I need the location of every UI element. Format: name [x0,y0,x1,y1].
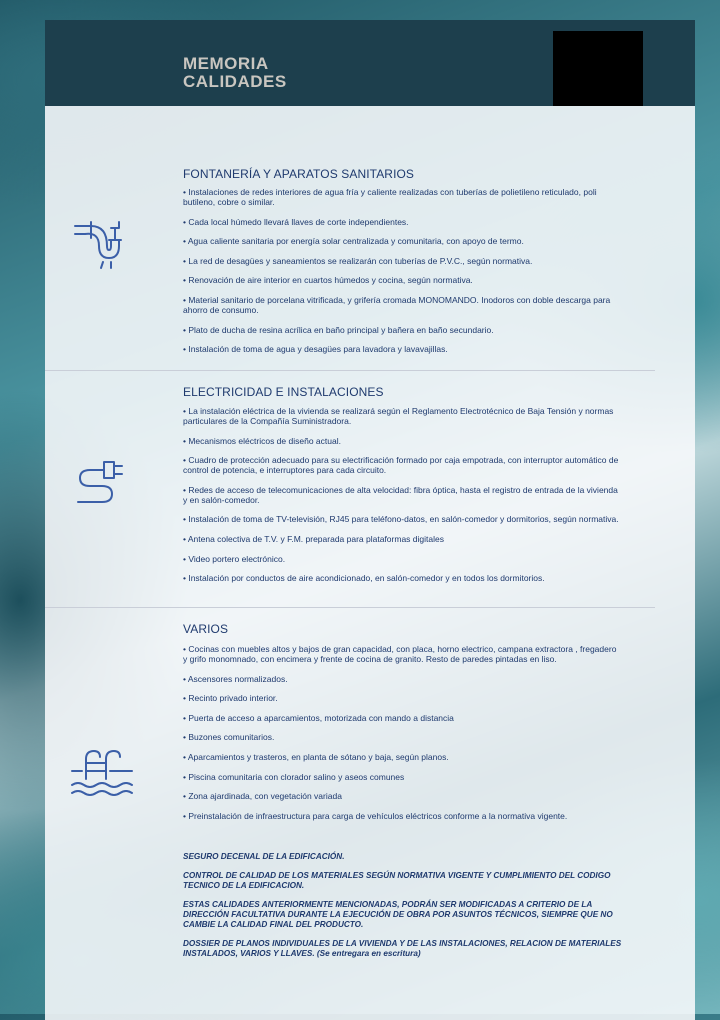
swimming-pool-icon [70,745,136,801]
section-divider [45,607,655,608]
list-item: • Cada local húmedo llevará llaves de corte independientes. [183,217,623,227]
list-item: • Zona ajardinada, con vegetación variada [183,791,623,801]
list-item: • Antena colectiva de T.V. y F.M. preparada para plataformas digitales [183,534,623,544]
logo-placeholder [553,31,643,106]
list-item: • Preinstalación de infraestructura para carga de vehículos eléctricos conforme a la normativa vigente. [183,811,623,821]
list-item: • Mecanismos eléctricos de diseño actual. [183,436,623,446]
list-item: • Redes de acceso de telecomunicaciones de alta velocidad: fibra óptica, hasta el registro de entrada de la vivienda y en salón-comedor. [183,485,623,505]
list-item: • Instalación de toma de TV-televisión, RJ45 para teléfono-datos, en salón-comedor y dormitorios, según normativa. [183,514,623,524]
section-list-fontaneria [183,187,623,364]
section-title-fontaneria: FONTANERÍA Y APARATOS SANITARIOS [183,167,415,181]
list-item: • Renovación de aire interior en cuartos húmedos y cocina, según normativa. [183,275,623,285]
section-list-varios [183,644,623,830]
section-title-electricidad: ELECTRICIDAD E INSTALACIONES [183,385,384,399]
electric-plug-icon [76,456,124,506]
page-title: MEMORIA CALIDADES [183,54,287,91]
list-item: • Instalación de toma de agua y desagües para lavadora y lavavajillas. [183,344,623,354]
section-list-electricidad [183,406,623,593]
note-control-calidad: CONTROL DE CALIDAD DE LOS MATERIALES SEGÚN NORMATIVA VIGENTE Y CUMPLIMIENTO DEL CODIGO TECNICO DE LA EDIFICACION. [183,871,611,890]
footer-notes [183,852,623,968]
list-item: • Material sanitario de porcelana vitrificada, y grifería cromada MONOMANDO. Inodoros con doble descarga para ahorro de consumo. [183,295,623,315]
list-item: • Cuadro de protección adecuado para su electrificación formado por caja empotrada, con interruptor automático de control de potencia, e interruptores para cada circuito. [183,455,623,475]
list-item: • Puerta de acceso a aparcamientos, motorizada con mando a distancia [183,713,623,723]
list-item: • Buzones comunitarios. [183,732,623,742]
list-item: • Recinto privado interior. [183,693,623,703]
note-modificaciones: ESTAS CALIDADES ANTERIORMENTE MENCIONADAS, PODRÁN SER MODIFICADAS A CRITERIO DE LA DIRECCIÓN FACULTATIVA DURANTE LA EJECUCIÓN DE OBRA POR ASUNTOS TÉCNICOS, SIEMPRE QUE NO CAMBIE LA CALIDAD FINAL DEL PRODUCTO. [183,900,613,929]
section-title-varios: VARIOS [183,622,229,636]
list-item: • Cocinas con muebles altos y bajos de gran capacidad, con placa, horno electrico, campana extractora , fregadero y grifo monomnado, con encimera y frente de cocina de granito. Resto de paredes pintadas en liso. [183,644,623,664]
list-item: • Agua caliente sanitaria por energía solar centralizada y comunitaria, con apoyo de termo. [183,236,623,246]
plumbing-pipe-icon [73,218,125,270]
list-item: • Ascensores normalizados. [183,674,623,684]
list-item: • La red de desagües y saneamientos se realizarán con tuberías de P.V.C., según normativa. [183,256,623,266]
section-divider [45,370,655,371]
note-seguro: SEGURO DECENAL DE LA EDIFICACIÓN. [183,852,345,861]
list-item: • Instalaciones de redes interiores de agua fría y caliente realizadas con tuberías de polietileno reticulado, poli butileno, cobre o similar. [183,187,623,207]
list-item: • Aparcamientos y trasteros, en planta de sótano y baja, según planos. [183,752,623,762]
list-item: • Instalación por conductos de aire acondicionado, en salón-comedor y en todos los dormitorios. [183,573,623,583]
list-item: • Plato de ducha de resina acrílica en baño principal y bañera en baño secundario. [183,325,623,335]
list-item: • Piscina comunitaria con clorador salino y aseos comunes [183,772,623,782]
list-item: • Video portero electrónico. [183,554,623,564]
note-dossier: DOSSIER DE PLANOS INDIVIDUALES DE LA VIVIENDA Y DE LAS INSTALACIONES, RELACION DE MATERIALES INSTALADOS, VARIOS Y LLAVES. (Se entregara en escritura) [183,939,622,958]
list-item: • La instalación eléctrica de la vivienda se realizará según el Reglamento Electrotécnico de Baja Tensión y normas particulares de la Compañía Suministradora. [183,406,623,426]
